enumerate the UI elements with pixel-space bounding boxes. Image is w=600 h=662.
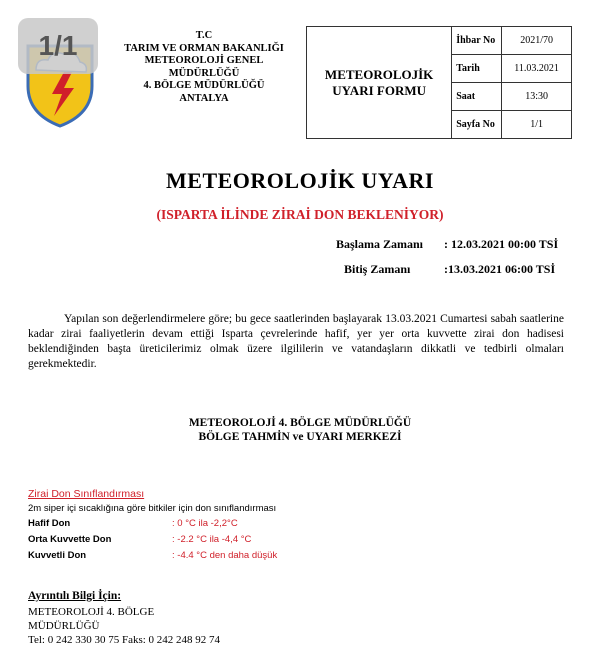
- frost-row-range: : 0 °C ila -2,2°C: [172, 518, 238, 529]
- form-title: [307, 27, 452, 139]
- form-title-line: UYARI FORMU: [332, 82, 426, 98]
- warning-body-text: Yapılan son değerlendirmelere göre; bu gece saatlerinden başlayarak 13.03.2021 Cumartesi sabah saatlerine kadar zirai faaliyetlerin devam ettiği Isparta çevrelerinde hafif, yer yer orta kuvvette zirai don hadisesi beklendiğinden başta üreticilerimiz olmak üzere ilgililerin ve vatandaşların dikkatli ve tedbirli olmaları gerekmektedir.: [28, 313, 564, 370]
- field-label: İhbar No: [452, 27, 502, 55]
- end-time-label: Bitiş Zamanı: [344, 262, 411, 276]
- organization-header: [104, 30, 304, 105]
- frost-row-range: : -2.2 °C ila -4,4 °C: [172, 534, 252, 545]
- frost-row-name: Orta Kuvvette Don: [28, 534, 112, 545]
- frost-classification-title: Zirai Don Sınıflandırması: [28, 488, 145, 500]
- field-value: 1/1: [502, 111, 572, 139]
- field-label: Sayfa No: [452, 111, 502, 139]
- org-line: T.C: [195, 30, 213, 41]
- contact-line: MÜDÜRLÜĞÜ: [28, 620, 100, 632]
- start-time-label: Başlama Zamanı: [336, 237, 424, 251]
- field-value: 2021/70: [502, 27, 572, 55]
- frost-classification-description: 2m siper içi sıcaklığına göre bitkiler için don sınıflandırması: [28, 503, 277, 514]
- org-line: MÜDÜRLÜĞÜ: [168, 67, 240, 79]
- contact-title: Ayrıntılı Bilgi İçin:: [28, 590, 122, 602]
- frost-row-name: Hafif Don: [28, 518, 71, 529]
- frost-row-range: : -4.4 °C den daha düşük: [172, 550, 278, 561]
- org-line: ANTALYA: [179, 92, 229, 104]
- document-title: METEOROLOJİK UYARI: [166, 168, 434, 193]
- org-line: TARIM VE ORMAN BAKANLIĞI: [124, 42, 284, 54]
- office-block: [0, 416, 600, 444]
- form-title-line: METEOROLOJİK: [324, 66, 434, 82]
- field-value: 11.03.2021: [502, 55, 572, 83]
- office-line: BÖLGE TAHMİN ve UYARI MERKEZİ: [198, 431, 402, 443]
- office-line: METEOROLOJİ 4. BÖLGE MÜDÜRLÜĞÜ: [188, 417, 412, 429]
- contact-line: METEOROLOJİ 4. BÖLGE: [28, 606, 155, 618]
- warning-subtitle: (ISPARTA İLİNDE ZİRAİ DON BEKLENİYOR): [156, 207, 444, 222]
- contact-phone-fax: Tel: 0 242 330 30 75 Faks: 0 242 248 92 74: [28, 634, 221, 646]
- org-line: METEOROLOJİ GENEL: [144, 55, 264, 66]
- frost-row-name: Kuvvetli Don: [28, 550, 87, 561]
- field-value: 13:30: [502, 83, 572, 111]
- field-label: Saat: [452, 83, 502, 111]
- form-info-table: [306, 26, 572, 139]
- page-counter-badge[interactable]: 1/1: [18, 18, 98, 74]
- start-time-value: : 12.03.2021 00:00 TSİ: [444, 237, 559, 251]
- field-label: Tarih: [452, 55, 502, 83]
- end-time-value: :13.03.2021 06:00 TSİ: [444, 262, 556, 276]
- org-line: 4. BÖLGE MÜDÜRLÜĞÜ: [143, 80, 265, 91]
